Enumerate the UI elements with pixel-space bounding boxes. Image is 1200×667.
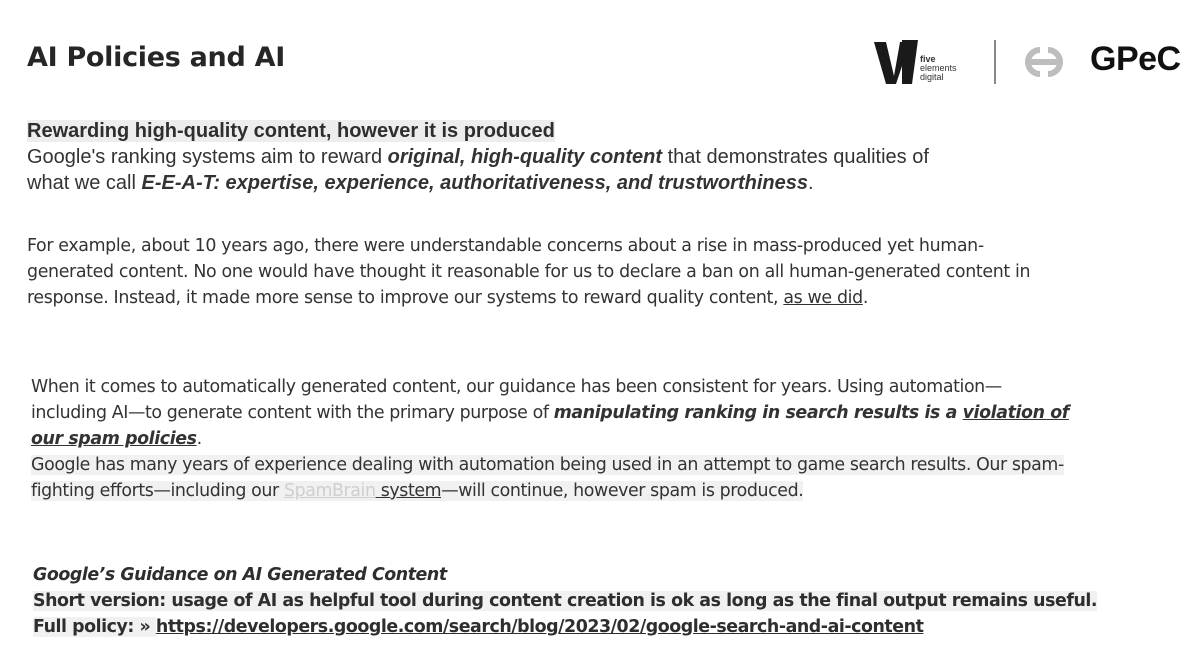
- automation-guidance-paragraph: When it comes to automatically generated content, our guidance has been consistent for years. Using automation—including AI—to generate content with the primary purpose of manipulating ranking in search results is a violation of our spam policies. Google has many years of experience dealing with automation being used in an attempt to game search results. Our spam-fighting efforts—including our SpamBrain system—will continue, however spam is produced.: [31, 377, 1069, 501]
- gpec-wordmark: GPeC: [1090, 40, 1181, 78]
- guidance-text: Short version: usage of AI as helpful tool during content creation is ok as long as the final output remains useful. Full policy: » https://developers.google.com/search/blog/2023/02/google-search-and-ai-content: [33, 591, 1098, 637]
- section-rewarding-content: [27, 119, 1027, 196]
- five-elements-wordmark: five elements digital: [920, 54, 957, 82]
- guidance-title: Google’s Guidance on AI Generated Content: [33, 565, 447, 585]
- gpec-logo-mark: [1026, 50, 1062, 74]
- ai-guidance-summary: [33, 562, 1133, 640]
- five-elements-logo-mark: [874, 40, 918, 84]
- section-paragraph: Google's ranking systems aim to reward original, high-quality content that demonstrates qualities of what we call E-E-A-T: expertise, experience, authoritativeness, and trustworthiness.: [27, 146, 929, 194]
- section-heading: Rewarding high-quality content, however it is produced: [27, 120, 555, 142]
- spam-policies-link[interactable]: violation of our spam policies: [31, 403, 1069, 449]
- example-paragraph: For example, about 10 years ago, there were understandable concerns about a rise in mass-produced yet human-generated content. No one would have thought it reasonable for us to declare a ban on all human-generated content in response. Instead, it made more sense to improve our systems to reward quality content, as we did.: [27, 236, 1031, 308]
- logo-divider: [994, 40, 996, 84]
- system-link[interactable]: system: [375, 481, 442, 501]
- spambrain-link[interactable]: SpamBrain: [283, 481, 376, 501]
- as-we-did-link[interactable]: as we did: [783, 288, 863, 308]
- page-title: AI Policies and AI: [27, 42, 285, 73]
- policy-link[interactable]: https://developers.google.com/search/blog/2023/02/google-search-and-ai-content: [155, 617, 924, 637]
